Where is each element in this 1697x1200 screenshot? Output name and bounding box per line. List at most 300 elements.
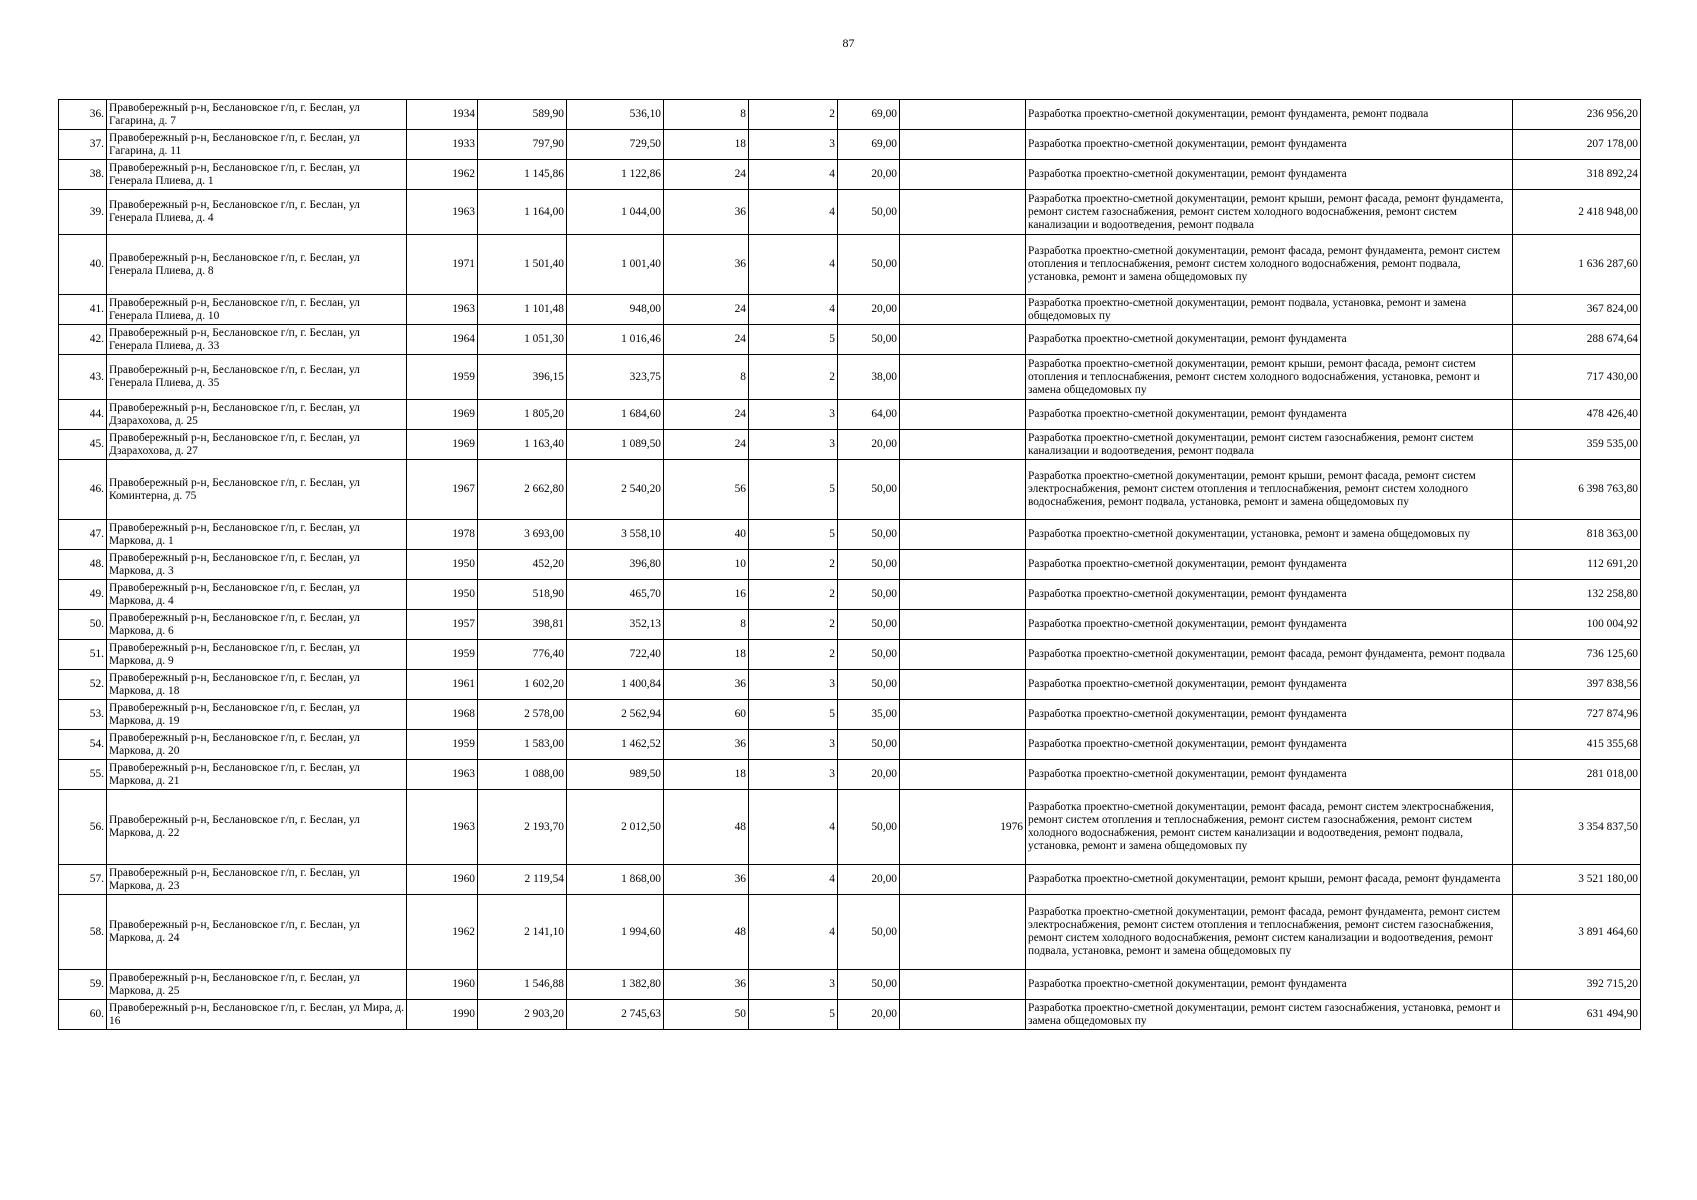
apartments-cell: 56: [664, 460, 749, 520]
wear-cell: 50,00: [838, 610, 900, 640]
address-cell: Правобережный р-н, Беслановское г/п, г. Беслан, ул Гагарина, д. 7: [107, 100, 407, 130]
table-row: [59, 730, 1641, 760]
total-area-cell: 589,90: [478, 100, 567, 130]
works-cell: Разработка проектно-сметной документации, ремонт фундамента: [1026, 700, 1513, 730]
apartments-cell: 18: [664, 640, 749, 670]
total-area-cell: 1 145,86: [478, 160, 567, 190]
total-area-cell: 2 662,80: [478, 460, 567, 520]
year-cell: 1978: [407, 520, 478, 550]
cost-cell: 3 891 464,60: [1513, 895, 1641, 970]
floors-cell: 3: [749, 970, 838, 1000]
floors-cell: 3: [749, 760, 838, 790]
floors-cell: 2: [749, 550, 838, 580]
wear-cell: 50,00: [838, 520, 900, 550]
living-area-cell: 1 001,40: [567, 235, 664, 295]
works-cell: Разработка проектно-сметной документации, установка, ремонт и замена общедомовых пу: [1026, 520, 1513, 550]
floors-cell: 2: [749, 100, 838, 130]
wear-cell: 50,00: [838, 640, 900, 670]
apartments-cell: 60: [664, 700, 749, 730]
address-cell: Правобережный р-н, Беслановское г/п, г. Беслан, ул Генерала Плиева, д. 4: [107, 190, 407, 235]
year2-cell: [900, 160, 1026, 190]
wear-cell: 20,00: [838, 865, 900, 895]
living-area-cell: 536,10: [567, 100, 664, 130]
apartments-cell: 24: [664, 295, 749, 325]
cost-cell: 6 398 763,80: [1513, 460, 1641, 520]
cost-cell: 717 430,00: [1513, 355, 1641, 400]
cost-cell: 288 674,64: [1513, 325, 1641, 355]
row-number: 56.: [59, 790, 107, 865]
table-row: [59, 460, 1641, 520]
total-area-cell: 1 583,00: [478, 730, 567, 760]
apartments-cell: 36: [664, 670, 749, 700]
address-cell: Правобережный р-н, Беслановское г/п, г. Беслан, ул Маркова, д. 6: [107, 610, 407, 640]
year2-cell: [900, 970, 1026, 1000]
living-area-cell: 2 012,50: [567, 790, 664, 865]
year-cell: 1971: [407, 235, 478, 295]
year2-cell: [900, 640, 1026, 670]
year-cell: 1960: [407, 865, 478, 895]
year-cell: 1960: [407, 970, 478, 1000]
apartments-cell: 50: [664, 1000, 749, 1030]
table-row: [59, 130, 1641, 160]
table-row: [59, 520, 1641, 550]
floors-cell: 5: [749, 700, 838, 730]
wear-cell: 50,00: [838, 895, 900, 970]
cost-cell: 736 125,60: [1513, 640, 1641, 670]
works-cell: Разработка проектно-сметной документации, ремонт фундамента: [1026, 610, 1513, 640]
floors-cell: 4: [749, 895, 838, 970]
total-area-cell: 2 119,54: [478, 865, 567, 895]
row-number: 60.: [59, 1000, 107, 1030]
living-area-cell: 1 044,00: [567, 190, 664, 235]
living-area-cell: 1 868,00: [567, 865, 664, 895]
year2-cell: [900, 100, 1026, 130]
address-cell: Правобережный р-н, Беслановское г/п, г. Беслан, ул Маркова, д. 20: [107, 730, 407, 760]
year-cell: 1950: [407, 550, 478, 580]
year-cell: 1967: [407, 460, 478, 520]
address-cell: Правобережный р-н, Беслановское г/п, г. Беслан, ул Дзарахохова, д. 27: [107, 430, 407, 460]
year-cell: 1959: [407, 730, 478, 760]
year-cell: 1962: [407, 895, 478, 970]
wear-cell: 20,00: [838, 760, 900, 790]
table-row: [59, 430, 1641, 460]
row-number: 57.: [59, 865, 107, 895]
table-row: [59, 700, 1641, 730]
cost-cell: 478 426,40: [1513, 400, 1641, 430]
wear-cell: 64,00: [838, 400, 900, 430]
address-cell: Правобережный р-н, Беслановское г/п, г. Беслан, ул Генерала Плиева, д. 33: [107, 325, 407, 355]
living-area-cell: 729,50: [567, 130, 664, 160]
year2-cell: [900, 460, 1026, 520]
total-area-cell: 1 501,40: [478, 235, 567, 295]
table-row: [59, 190, 1641, 235]
living-area-cell: 2 562,94: [567, 700, 664, 730]
apartments-cell: 24: [664, 400, 749, 430]
address-cell: Правобережный р-н, Беслановское г/п, г. Беслан, ул Дзарахохова, д. 25: [107, 400, 407, 430]
living-area-cell: 1 122,86: [567, 160, 664, 190]
address-cell: Правобережный р-н, Беслановское г/п, г. Беслан, ул Маркова, д. 22: [107, 790, 407, 865]
floors-cell: 2: [749, 610, 838, 640]
total-area-cell: 1 101,48: [478, 295, 567, 325]
works-cell: Разработка проектно-сметной документации, ремонт фундамента: [1026, 670, 1513, 700]
year-cell: 1959: [407, 355, 478, 400]
cost-cell: 318 892,24: [1513, 160, 1641, 190]
row-number: 51.: [59, 640, 107, 670]
wear-cell: 20,00: [838, 1000, 900, 1030]
floors-cell: 5: [749, 460, 838, 520]
year-cell: 1933: [407, 130, 478, 160]
wear-cell: 69,00: [838, 100, 900, 130]
cost-cell: 281 018,00: [1513, 760, 1641, 790]
works-cell: Разработка проектно-сметной документации, ремонт фундамента: [1026, 760, 1513, 790]
living-area-cell: 352,13: [567, 610, 664, 640]
floors-cell: 2: [749, 580, 838, 610]
year2-cell: [900, 295, 1026, 325]
year2-cell: [900, 865, 1026, 895]
year-cell: 1957: [407, 610, 478, 640]
year-cell: 1950: [407, 580, 478, 610]
wear-cell: 50,00: [838, 790, 900, 865]
total-area-cell: 2 903,20: [478, 1000, 567, 1030]
total-area-cell: 452,20: [478, 550, 567, 580]
floors-cell: 4: [749, 865, 838, 895]
total-area-cell: 2 193,70: [478, 790, 567, 865]
wear-cell: 38,00: [838, 355, 900, 400]
address-cell: Правобережный р-н, Беслановское г/п, г. Беслан, ул Генерала Плиева, д. 8: [107, 235, 407, 295]
apartments-cell: 8: [664, 355, 749, 400]
apartments-cell: 36: [664, 970, 749, 1000]
year2-cell: [900, 610, 1026, 640]
address-cell: Правобережный р-н, Беслановское г/п, г. Беслан, ул Маркова, д. 3: [107, 550, 407, 580]
year-cell: 1964: [407, 325, 478, 355]
works-cell: Разработка проектно-сметной документации, ремонт крыши, ремонт фасада, ремонт фундамента, ремонт систем газоснабжения, ремонт систем холодного водоснабжения, ремонт систем канализации и водоотведения, ремонт подвала: [1026, 190, 1513, 235]
works-cell: Разработка проектно-сметной документации, ремонт фундамента: [1026, 400, 1513, 430]
row-number: 47.: [59, 520, 107, 550]
table-row: [59, 640, 1641, 670]
table-row: [59, 895, 1641, 970]
works-cell: Разработка проектно-сметной документации, ремонт крыши, ремонт фасада, ремонт систем отопления и теплоснабжения, ремонт систем холодного водоснабжения, установка, ремонт и замена общедомовых пу: [1026, 355, 1513, 400]
living-area-cell: 323,75: [567, 355, 664, 400]
table-row: [59, 670, 1641, 700]
works-cell: Разработка проектно-сметной документации, ремонт фундамента: [1026, 970, 1513, 1000]
total-area-cell: 1 163,40: [478, 430, 567, 460]
floors-cell: 4: [749, 790, 838, 865]
address-cell: Правобережный р-н, Беслановское г/п, г. Беслан, ул Генерала Плиева, д. 10: [107, 295, 407, 325]
year2-cell: [900, 700, 1026, 730]
apartments-cell: 8: [664, 100, 749, 130]
works-cell: Разработка проектно-сметной документации, ремонт фундамента: [1026, 130, 1513, 160]
living-area-cell: 1 016,46: [567, 325, 664, 355]
table-row: [59, 970, 1641, 1000]
table-row: [59, 790, 1641, 865]
total-area-cell: 2 141,10: [478, 895, 567, 970]
cost-cell: 2 418 948,00: [1513, 190, 1641, 235]
table-row: [59, 295, 1641, 325]
living-area-cell: 1 462,52: [567, 730, 664, 760]
year-cell: 1962: [407, 160, 478, 190]
row-number: 38.: [59, 160, 107, 190]
row-number: 48.: [59, 550, 107, 580]
living-area-cell: 396,80: [567, 550, 664, 580]
floors-cell: 2: [749, 640, 838, 670]
address-cell: Правобережный р-н, Беслановское г/п, г. Беслан, ул Маркова, д. 18: [107, 670, 407, 700]
year2-cell: [900, 400, 1026, 430]
year-cell: 1961: [407, 670, 478, 700]
apartments-cell: 48: [664, 895, 749, 970]
works-cell: Разработка проектно-сметной документации, ремонт фундамента: [1026, 580, 1513, 610]
table-row: [59, 355, 1641, 400]
year2-cell: [900, 550, 1026, 580]
row-number: 46.: [59, 460, 107, 520]
year2-cell: [900, 190, 1026, 235]
living-area-cell: 722,40: [567, 640, 664, 670]
address-cell: Правобережный р-н, Беслановское г/п, г. Беслан, ул Генерала Плиева, д. 35: [107, 355, 407, 400]
year-cell: 1934: [407, 100, 478, 130]
cost-cell: 367 824,00: [1513, 295, 1641, 325]
total-area-cell: 2 578,00: [478, 700, 567, 730]
floors-cell: 5: [749, 520, 838, 550]
year-cell: 1963: [407, 790, 478, 865]
year2-cell: [900, 670, 1026, 700]
wear-cell: 50,00: [838, 190, 900, 235]
table-body: [59, 100, 1641, 1030]
works-cell: Разработка проектно-сметной документации, ремонт фасада, ремонт фундамента, ремонт подвала: [1026, 640, 1513, 670]
works-cell: Разработка проектно-сметной документации, ремонт систем газоснабжения, установка, ремонт и замена общедомовых пу: [1026, 1000, 1513, 1030]
address-cell: Правобережный р-н, Беслановское г/п, г. Беслан, ул Маркова, д. 19: [107, 700, 407, 730]
row-number: 53.: [59, 700, 107, 730]
cost-cell: 415 355,68: [1513, 730, 1641, 760]
address-cell: Правобережный р-н, Беслановское г/п, г. Беслан, ул Мира, д. 16: [107, 1000, 407, 1030]
table-row: [59, 760, 1641, 790]
year-cell: 1963: [407, 190, 478, 235]
year2-cell: [900, 325, 1026, 355]
wear-cell: 50,00: [838, 460, 900, 520]
wear-cell: 35,00: [838, 700, 900, 730]
cost-cell: 3 521 180,00: [1513, 865, 1641, 895]
living-area-cell: 1 994,60: [567, 895, 664, 970]
wear-cell: 20,00: [838, 430, 900, 460]
cost-cell: 818 363,00: [1513, 520, 1641, 550]
apartments-cell: 18: [664, 130, 749, 160]
cost-cell: 397 838,56: [1513, 670, 1641, 700]
cost-cell: 132 258,80: [1513, 580, 1641, 610]
address-cell: Правобережный р-н, Беслановское г/п, г. Беслан, ул Генерала Плиева, д. 1: [107, 160, 407, 190]
works-cell: Разработка проектно-сметной документации, ремонт крыши, ремонт фасада, ремонт систем электроснабжения, ремонт систем отопления и теплоснабжения, ремонт систем холодного водоснабжения, ремонт подвала, установка, ремонт и замена общедомовых пу: [1026, 460, 1513, 520]
cost-cell: 359 535,00: [1513, 430, 1641, 460]
apartments-cell: 18: [664, 760, 749, 790]
year-cell: 1959: [407, 640, 478, 670]
wear-cell: 50,00: [838, 550, 900, 580]
floors-cell: 3: [749, 400, 838, 430]
total-area-cell: 797,90: [478, 130, 567, 160]
year2-cell: [900, 430, 1026, 460]
total-area-cell: 1 602,20: [478, 670, 567, 700]
table-row: [59, 160, 1641, 190]
wear-cell: 69,00: [838, 130, 900, 160]
works-cell: Разработка проектно-сметной документации, ремонт крыши, ремонт фасада, ремонт фундамента: [1026, 865, 1513, 895]
apartments-cell: 36: [664, 865, 749, 895]
floors-cell: 3: [749, 430, 838, 460]
floors-cell: 4: [749, 190, 838, 235]
works-cell: Разработка проектно-сметной документации, ремонт систем газоснабжения, ремонт систем канализации и водоотведения, ремонт подвала: [1026, 430, 1513, 460]
apartments-cell: 36: [664, 730, 749, 760]
row-number: 49.: [59, 580, 107, 610]
floors-cell: 3: [749, 130, 838, 160]
row-number: 52.: [59, 670, 107, 700]
living-area-cell: 989,50: [567, 760, 664, 790]
row-number: 55.: [59, 760, 107, 790]
apartments-cell: 48: [664, 790, 749, 865]
living-area-cell: 1 089,50: [567, 430, 664, 460]
buildings-table: [58, 99, 1641, 1030]
floors-cell: 5: [749, 1000, 838, 1030]
row-number: 43.: [59, 355, 107, 400]
row-number: 41.: [59, 295, 107, 325]
total-area-cell: 396,15: [478, 355, 567, 400]
floors-cell: 4: [749, 235, 838, 295]
year-cell: 1963: [407, 295, 478, 325]
row-number: 54.: [59, 730, 107, 760]
year2-cell: [900, 235, 1026, 295]
living-area-cell: 2 540,20: [567, 460, 664, 520]
row-number: 58.: [59, 895, 107, 970]
year2-cell: [900, 1000, 1026, 1030]
works-cell: Разработка проектно-сметной документации, ремонт фундамента: [1026, 160, 1513, 190]
apartments-cell: 24: [664, 325, 749, 355]
address-cell: Правобережный р-н, Беслановское г/п, г. Беслан, ул Маркова, д. 4: [107, 580, 407, 610]
apartments-cell: 16: [664, 580, 749, 610]
table-row: [59, 100, 1641, 130]
row-number: 42.: [59, 325, 107, 355]
year2-cell: [900, 520, 1026, 550]
cost-cell: 112 691,20: [1513, 550, 1641, 580]
table-row: [59, 235, 1641, 295]
row-number: 44.: [59, 400, 107, 430]
wear-cell: 50,00: [838, 235, 900, 295]
works-cell: Разработка проектно-сметной документации, ремонт подвала, установка, ремонт и замена общедомовых пу: [1026, 295, 1513, 325]
floors-cell: 5: [749, 325, 838, 355]
row-number: 39.: [59, 190, 107, 235]
total-area-cell: 1 546,88: [478, 970, 567, 1000]
wear-cell: 50,00: [838, 730, 900, 760]
cost-cell: 1 636 287,60: [1513, 235, 1641, 295]
row-number: 50.: [59, 610, 107, 640]
living-area-cell: 3 558,10: [567, 520, 664, 550]
wear-cell: 50,00: [838, 670, 900, 700]
apartments-cell: 24: [664, 430, 749, 460]
apartments-cell: 24: [664, 160, 749, 190]
row-number: 45.: [59, 430, 107, 460]
year2-cell: [900, 580, 1026, 610]
floors-cell: 4: [749, 295, 838, 325]
total-area-cell: 1 051,30: [478, 325, 567, 355]
cost-cell: 236 956,20: [1513, 100, 1641, 130]
living-area-cell: 1 382,80: [567, 970, 664, 1000]
total-area-cell: 398,81: [478, 610, 567, 640]
year2-cell: [900, 760, 1026, 790]
address-cell: Правобережный р-н, Беслановское г/п, г. Беслан, ул Маркова, д. 24: [107, 895, 407, 970]
apartments-cell: 40: [664, 520, 749, 550]
table-row: [59, 325, 1641, 355]
table-row: [59, 865, 1641, 895]
table-row: [59, 580, 1641, 610]
address-cell: Правобережный р-н, Беслановское г/п, г. Беслан, ул Гагарина, д. 11: [107, 130, 407, 160]
table-row: [59, 550, 1641, 580]
year2-cell: [900, 730, 1026, 760]
row-number: 37.: [59, 130, 107, 160]
apartments-cell: 8: [664, 610, 749, 640]
works-cell: Разработка проектно-сметной документации, ремонт фундамента: [1026, 550, 1513, 580]
total-area-cell: 1 088,00: [478, 760, 567, 790]
works-cell: Разработка проектно-сметной документации, ремонт фундамента, ремонт подвала: [1026, 100, 1513, 130]
year-cell: 1968: [407, 700, 478, 730]
cost-cell: 727 874,96: [1513, 700, 1641, 730]
works-cell: Разработка проектно-сметной документации, ремонт фундамента: [1026, 730, 1513, 760]
wear-cell: 20,00: [838, 295, 900, 325]
living-area-cell: 948,00: [567, 295, 664, 325]
page-number: 87: [842, 36, 855, 50]
table-row: [59, 400, 1641, 430]
wear-cell: 50,00: [838, 325, 900, 355]
wear-cell: 50,00: [838, 970, 900, 1000]
cost-cell: 392 715,20: [1513, 970, 1641, 1000]
works-cell: Разработка проектно-сметной документации, ремонт фундамента: [1026, 325, 1513, 355]
total-area-cell: 776,40: [478, 640, 567, 670]
total-area-cell: 3 693,00: [478, 520, 567, 550]
works-cell: Разработка проектно-сметной документации, ремонт фасада, ремонт систем электроснабжения, ремонт систем отопления и теплоснабжения, ремонт систем газоснабжения, ремонт систем холодного водоснабжения, ремонт систем канализации и водоотведения, ремонт подвала, установка, ремонт и замена общедомовых пу: [1026, 790, 1513, 865]
floors-cell: 3: [749, 730, 838, 760]
works-cell: Разработка проектно-сметной документации, ремонт фасада, ремонт фундамента, ремонт систем электроснабжения, ремонт систем отопления и теплоснабжения, ремонт систем газоснабжения, ремонт систем холодного водоснабжения, ремонт систем канализации и водоотведения, ремонт подвала, установка, ремонт и замена общедомовых пу: [1026, 895, 1513, 970]
year2-cell: 1976: [900, 790, 1026, 865]
cost-cell: 3 354 837,50: [1513, 790, 1641, 865]
address-cell: Правобережный р-н, Беслановское г/п, г. Беслан, ул Коминтерна, д. 75: [107, 460, 407, 520]
table-row: [59, 1000, 1641, 1030]
wear-cell: 20,00: [838, 160, 900, 190]
address-cell: Правобережный р-н, Беслановское г/п, г. Беслан, ул Маркова, д. 1: [107, 520, 407, 550]
living-area-cell: 1 400,84: [567, 670, 664, 700]
apartments-cell: 36: [664, 235, 749, 295]
floors-cell: 4: [749, 160, 838, 190]
total-area-cell: 1 164,00: [478, 190, 567, 235]
year-cell: 1969: [407, 430, 478, 460]
living-area-cell: 465,70: [567, 580, 664, 610]
apartments-cell: 36: [664, 190, 749, 235]
address-cell: Правобережный р-н, Беслановское г/п, г. Беслан, ул Маркова, д. 25: [107, 970, 407, 1000]
year-cell: 1963: [407, 760, 478, 790]
living-area-cell: 1 684,60: [567, 400, 664, 430]
cost-cell: 100 004,92: [1513, 610, 1641, 640]
row-number: 40.: [59, 235, 107, 295]
address-cell: Правобережный р-н, Беслановское г/п, г. Беслан, ул Маркова, д. 21: [107, 760, 407, 790]
cost-cell: 631 494,90: [1513, 1000, 1641, 1030]
wear-cell: 50,00: [838, 580, 900, 610]
row-number: 36.: [59, 100, 107, 130]
total-area-cell: 1 805,20: [478, 400, 567, 430]
cost-cell: 207 178,00: [1513, 130, 1641, 160]
floors-cell: 2: [749, 355, 838, 400]
year-cell: 1969: [407, 400, 478, 430]
year-cell: 1990: [407, 1000, 478, 1030]
floors-cell: 3: [749, 670, 838, 700]
total-area-cell: 518,90: [478, 580, 567, 610]
address-cell: Правобережный р-н, Беслановское г/п, г. Беслан, ул Маркова, д. 9: [107, 640, 407, 670]
apartments-cell: 10: [664, 550, 749, 580]
row-number: 59.: [59, 970, 107, 1000]
year2-cell: [900, 355, 1026, 400]
address-cell: Правобережный р-н, Беслановское г/п, г. Беслан, ул Маркова, д. 23: [107, 865, 407, 895]
year2-cell: [900, 130, 1026, 160]
works-cell: Разработка проектно-сметной документации, ремонт фасада, ремонт фундамента, ремонт систем отопления и теплоснабжения, ремонт систем холодного водоснабжения, ремонт подвала, установка, ремонт и замена общедомовых пу: [1026, 235, 1513, 295]
